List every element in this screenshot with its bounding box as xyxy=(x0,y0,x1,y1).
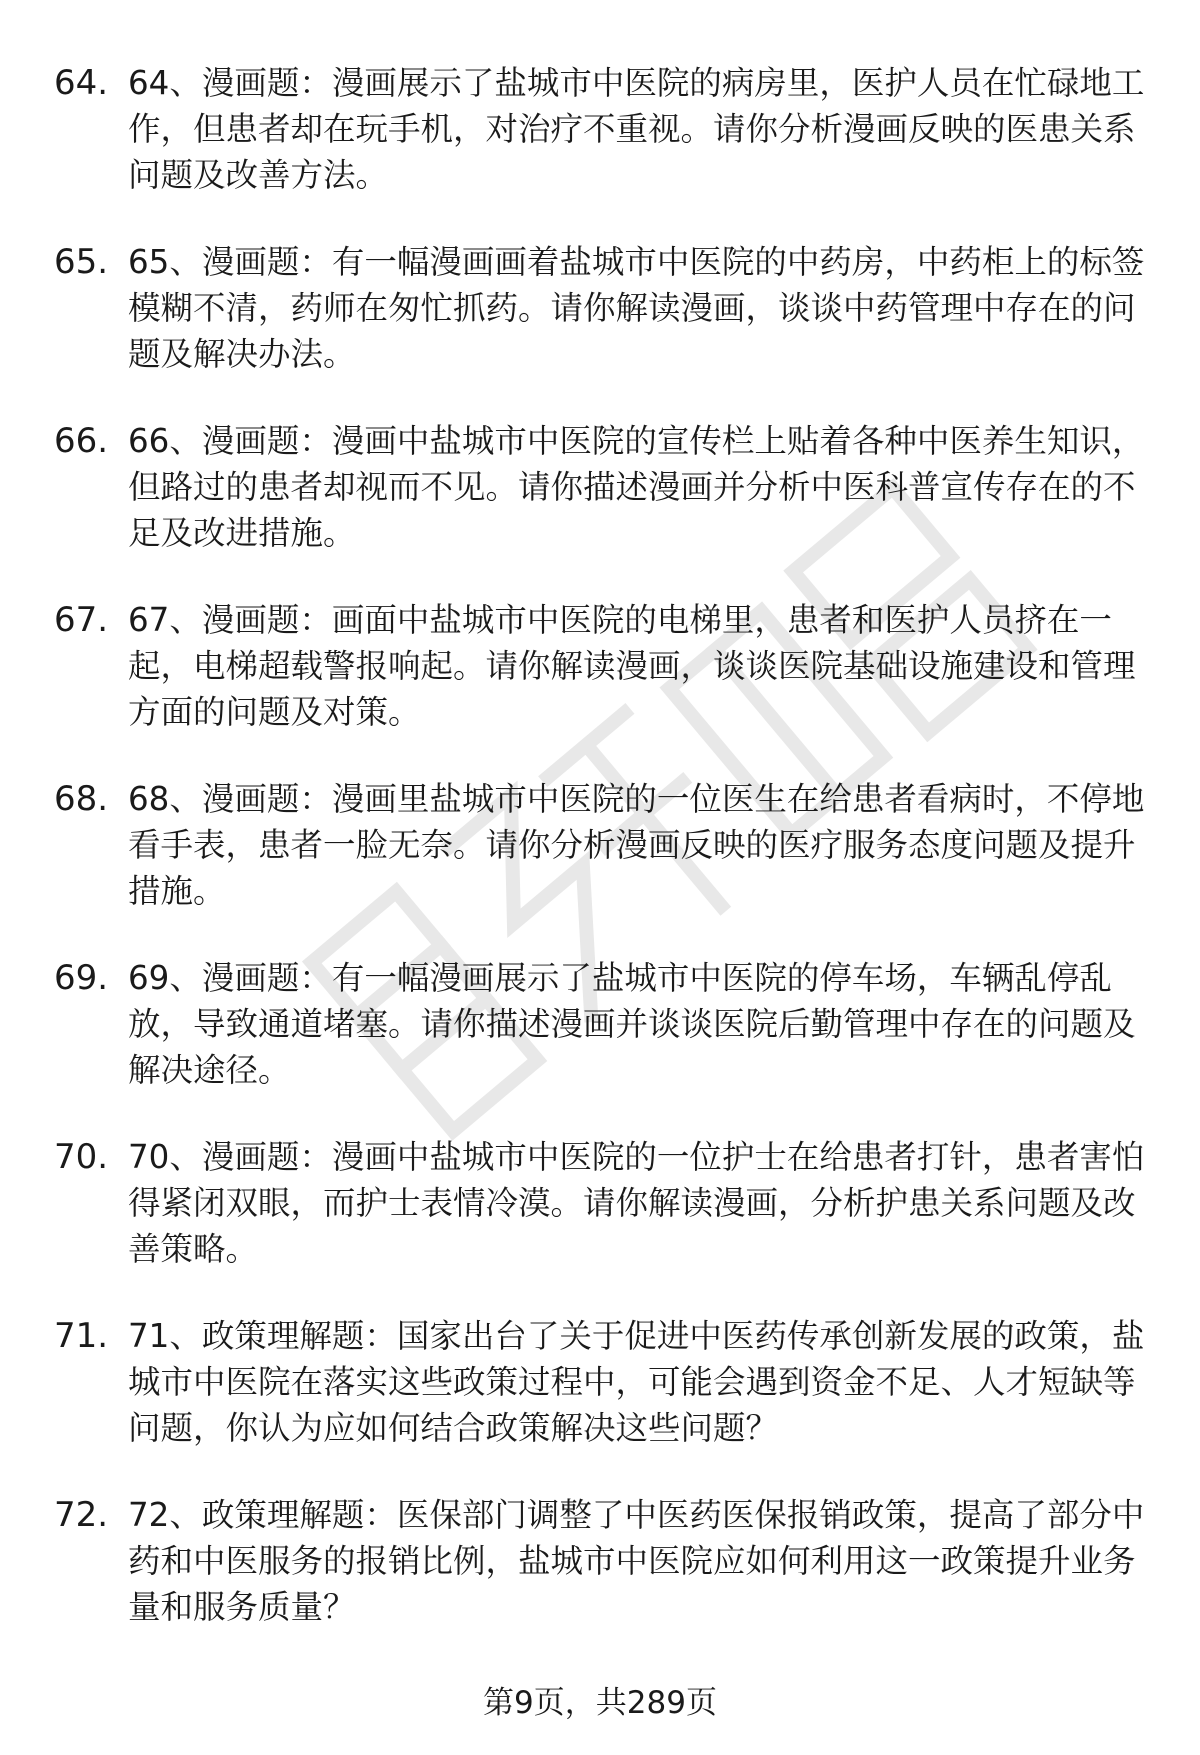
question-number: 72. xyxy=(54,1495,109,1535)
question-text: 69、漫画题：有一幅漫画展示了盐城市中医院的停车场，车辆乱停乱放，导致通道堵塞。请你描述漫画并谈谈医院后勤管理中存在的问题及解决途径。 xyxy=(128,959,1136,1089)
question-number: 70. xyxy=(54,1137,109,1177)
question-text: 67、漫画题：画面中盐城市中医院的电梯里，患者和医护人员挤在一起，电梯超载警报响起。请你解读漫画，谈谈医院基础设施建设和管理方面的问题及对策。 xyxy=(128,601,1136,731)
question-text: 70、漫画题：漫画中盐城市中医院的一位护士在给患者打针，患者害怕得紧闭双眼，而护士表情冷漠。请你解读漫画，分析护患关系问题及改善策略。 xyxy=(128,1138,1145,1268)
list-item xyxy=(0,239,1200,418)
question-text: 71、政策理解题：国家出台了关于促进中医药传承创新发展的政策，盐城市中医院在落实这些政策过程中，可能会遇到资金不足、人才短缺等问题，你认为应如何结合政策解决这些问题？ xyxy=(128,1317,1145,1447)
list-item xyxy=(0,1313,1200,1492)
list-item xyxy=(0,776,1200,955)
list-item xyxy=(0,1134,1200,1313)
list-item xyxy=(0,955,1200,1134)
page-number-label: 第9页，共289页 xyxy=(483,1685,717,1721)
question-number: 69. xyxy=(54,958,109,998)
page-footer xyxy=(0,1683,1200,1723)
question-text: 68、漫画题：漫画里盐城市中医院的一位医生在给患者看病时，不停地看手表，患者一脸无奈。请你分析漫画反映的医疗服务态度问题及提升措施。 xyxy=(128,780,1145,910)
question-text: 65、漫画题：有一幅漫画画着盐城市中医院的中药房，中药柜上的标签模糊不清，药师在匆忙抓药。请你解读漫画，谈谈中药管理中存在的问题及解决办法。 xyxy=(128,243,1145,373)
question-number: 64. xyxy=(54,63,109,103)
question-list xyxy=(0,60,1200,1671)
list-item xyxy=(0,1492,1200,1671)
question-text: 64、漫画题：漫画展示了盐城市中医院的病房里，医护人员在忙碌地工作，但患者却在玩手机，对治疗不重视。请你分析漫画反映的医患关系问题及改善方法。 xyxy=(128,64,1145,194)
list-item xyxy=(0,597,1200,776)
question-number: 66. xyxy=(54,421,109,461)
list-item xyxy=(0,60,1200,239)
list-item xyxy=(0,418,1200,597)
question-number: 67. xyxy=(54,600,109,640)
question-text: 72、政策理解题：医保部门调整了中医药医保报销政策，提高了部分中药和中医服务的报销比例，盐城市中医院应如何利用这一政策提升业务量和服务质量？ xyxy=(128,1496,1145,1626)
question-number: 65. xyxy=(54,242,109,282)
question-number: 68. xyxy=(54,779,109,819)
question-number: 71. xyxy=(54,1316,109,1356)
question-text: 66、漫画题：漫画中盐城市中医院的宣传栏上贴着各种中医养生知识，但路过的患者却视而不见。请你描述漫画并分析中医科普宣传存在的不足及改进措施。 xyxy=(128,422,1145,552)
